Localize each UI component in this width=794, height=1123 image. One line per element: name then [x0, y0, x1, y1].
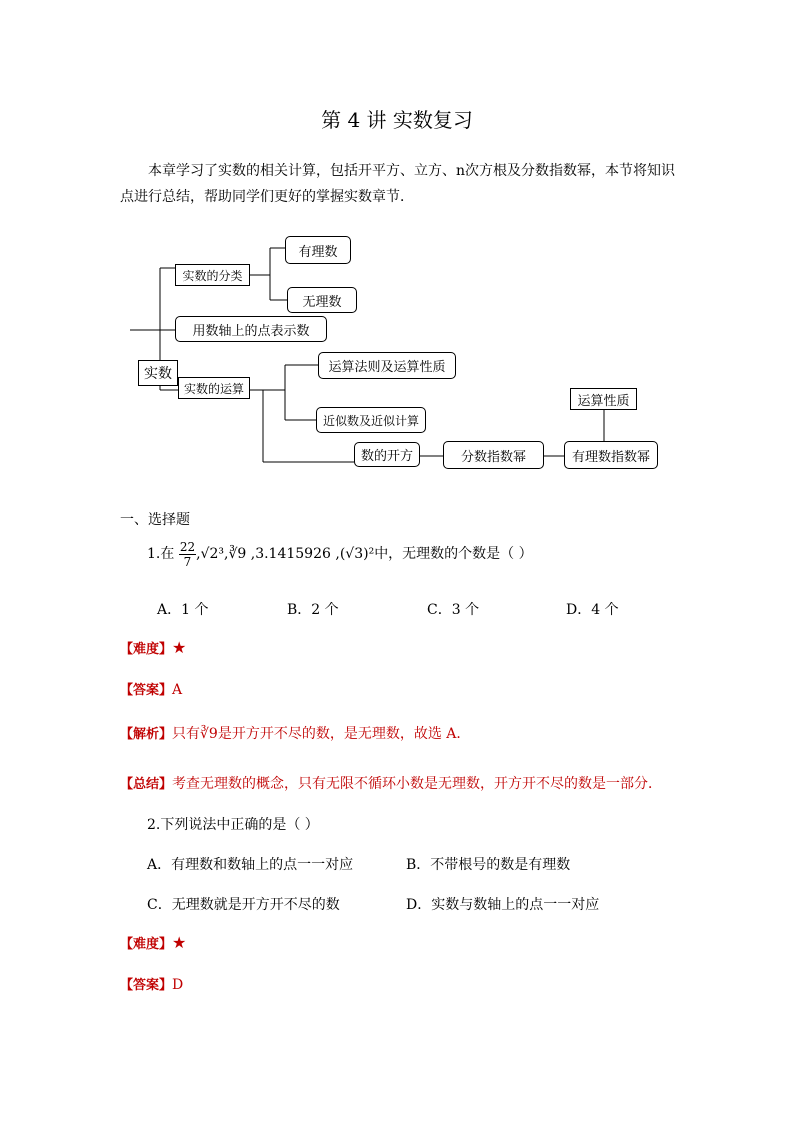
question-1: 1.在 $\frac{22}{7}$ ,√2³,∛9 ,3.1415926 ,(√3)²中，无理数的个数是（ ） [147, 539, 533, 569]
q2-difficulty [120, 933, 186, 952]
star-icon: ★ [172, 933, 187, 952]
node-classification: 实数的分类 [175, 264, 250, 286]
node-properties: 运算性质 [570, 388, 637, 410]
q2-answer-label: 【答案】 [120, 978, 173, 993]
q1-analysis-pre: 只有 [172, 726, 201, 742]
star-icon: ★ [172, 638, 187, 657]
node-operations: 实数的运算 [178, 377, 250, 399]
q1-option-d: D．4 个 [566, 602, 619, 618]
q1-expr4: (√3)² [339, 546, 375, 562]
q1-answer-value: A [172, 682, 183, 698]
q1-analysis [120, 723, 470, 743]
q2-difficulty-label: 【难度】 [120, 937, 173, 952]
q1-option-c: C．3 个 [427, 602, 480, 618]
q2-answer-value: D [172, 977, 184, 993]
node-rational: 有理数 [285, 236, 351, 264]
q1-suffix: 中，无理数的个数是（ ） [374, 546, 533, 562]
intro-line-1: 本章学习了实数的相关计算，包括开平方、立方、n次方根及分数指数幂，本节将知识 [148, 163, 676, 179]
q2-option-c: C．无理数就是开方开不尽的数 [147, 897, 340, 913]
q1-frac-num: 22 [179, 539, 196, 554]
q1-difficulty [120, 638, 186, 657]
section-heading: 一、选择题 [120, 512, 190, 528]
q2-option-d: D．实数与数轴上的点一一对应 [406, 897, 600, 913]
node-approximation: 近似数及近似计算 [316, 407, 426, 433]
node-number-line: 用数轴上的点表示数 [175, 316, 327, 342]
q1-answer [120, 679, 182, 698]
q1-expr2: ∛9 [228, 546, 247, 562]
intro-line-2: 点进行总结，帮助同学们更好的掌握实数章节． [120, 189, 414, 205]
q1-answer-label: 【答案】 [120, 683, 173, 698]
q1-frac-den: 7 [183, 554, 192, 569]
q2-option-a: A．有理数和数轴上的点一一对应 [147, 857, 354, 873]
q1-expr1: √2³ [200, 546, 224, 562]
q1-analysis-label: 【解析】 [120, 727, 173, 742]
q1-option-b: B．2 个 [287, 602, 339, 618]
q1-difficulty-label: 【难度】 [120, 642, 173, 657]
q1-option-a: A．1 个 [157, 602, 209, 618]
node-fractional-exponent: 分数指数幂 [443, 441, 544, 469]
intro-paragraph [120, 158, 690, 210]
node-roots: 数的开方 [354, 442, 420, 467]
question-2: 2.下列说法中正确的是（ ） [147, 817, 319, 833]
node-rules: 运算法则及运算性质 [318, 352, 456, 379]
q1-summary-label: 【总结】 [120, 777, 173, 792]
q1-prefix: 1.在 [147, 546, 175, 562]
q2-answer [120, 974, 183, 993]
q1-analysis-post: 是开方开不尽的数，是无理数，故选 A． [217, 726, 471, 742]
node-real-numbers: 实数 [138, 360, 178, 386]
q1-summary-text: 考查无理数的概念，只有无限不循环小数是无理数，开方开不尽的数是一部分． [172, 776, 663, 792]
node-irrational: 无理数 [287, 287, 357, 313]
page-title: 第 4 讲 实数复习 [321, 108, 473, 132]
q1-expr3: 3.1415926 [255, 546, 331, 562]
q1-analysis-expr: ∛9 [200, 726, 218, 742]
q2-option-b: B．不带根号的数是有理数 [406, 857, 571, 873]
q1-fraction [179, 540, 196, 569]
node-rational-exponent: 有理数指数幂 [564, 441, 658, 469]
q1-summary [120, 773, 662, 793]
